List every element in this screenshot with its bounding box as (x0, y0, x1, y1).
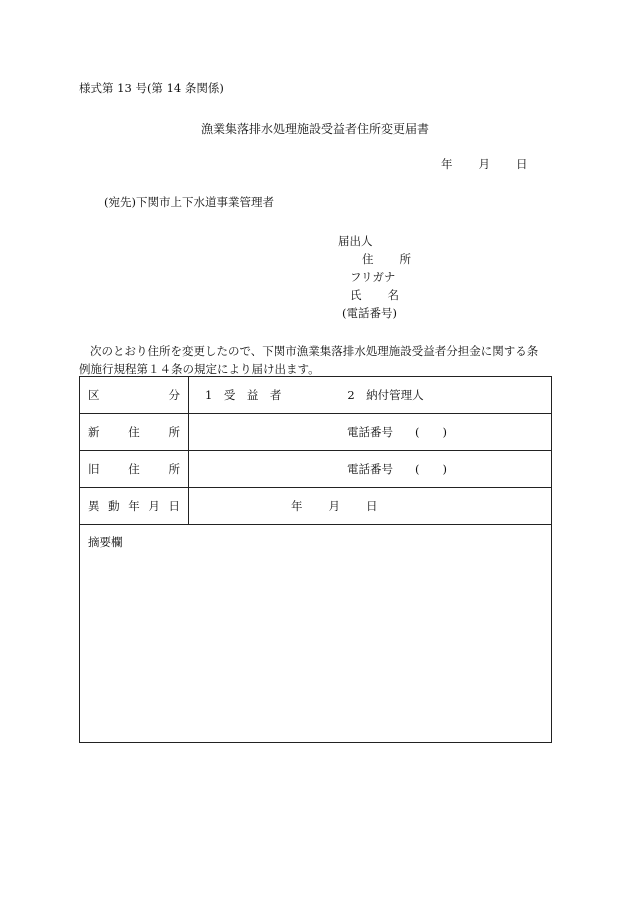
new-address-field[interactable] (189, 414, 552, 451)
statement-text (79, 342, 554, 378)
table-row-change-date (80, 488, 552, 525)
change-date-field[interactable]: 年 月 日 (189, 488, 552, 525)
old-address-label: 旧 住 所 (80, 451, 189, 488)
table-row-remarks (80, 525, 552, 743)
option-beneficiary[interactable]: 1 受 益 者 (205, 388, 282, 402)
form-reference: 様式第 13 号(第 14 条関係) (79, 81, 224, 95)
applicant-header: 届出人 (338, 234, 373, 248)
table-row-classification (80, 377, 552, 414)
change-date-label: 異 動 年 月 日 (80, 488, 189, 525)
date-year-label: 年 (441, 157, 453, 171)
document-title: 漁業集落排水処理施設受益者住所変更届書 (200, 122, 429, 136)
remarks-label: 摘要欄 (88, 535, 123, 549)
submission-date[interactable] (441, 156, 528, 172)
classification-label: 区 分 (80, 377, 189, 414)
applicant-furigana-label: フリガナ (350, 270, 396, 284)
classification-options[interactable] (189, 377, 552, 414)
statement-line-1: 次のとおり住所を変更したので、下関市漁業集落排水処理施設受益者分担金に関する条 (90, 344, 539, 358)
applicant-name-label: 氏 名 (350, 288, 399, 302)
old-address-phone: 電話番号 ( ) (347, 462, 447, 476)
remarks-field[interactable] (80, 525, 552, 743)
new-address-label: 新 住 所 (80, 414, 189, 451)
applicant-phone-label: (電話番号) (342, 306, 397, 320)
table-row-old-address (80, 451, 552, 488)
statement-line-2: 例施行規程第１４条の規定により届け出ます。 (79, 362, 320, 376)
date-month-label: 月 (478, 157, 490, 171)
applicant-block (338, 232, 411, 322)
addressee: (宛先)下関市上下水道事業管理者 (104, 195, 274, 209)
table-row-new-address (80, 414, 552, 451)
option-payment-manager[interactable]: 2 納付管理人 (347, 388, 424, 402)
change-form-table (79, 376, 552, 743)
date-day-label: 日 (516, 157, 528, 171)
new-address-phone: 電話番号 ( ) (347, 425, 447, 439)
old-address-field[interactable] (189, 451, 552, 488)
applicant-address-label: 住 所 (362, 252, 411, 266)
